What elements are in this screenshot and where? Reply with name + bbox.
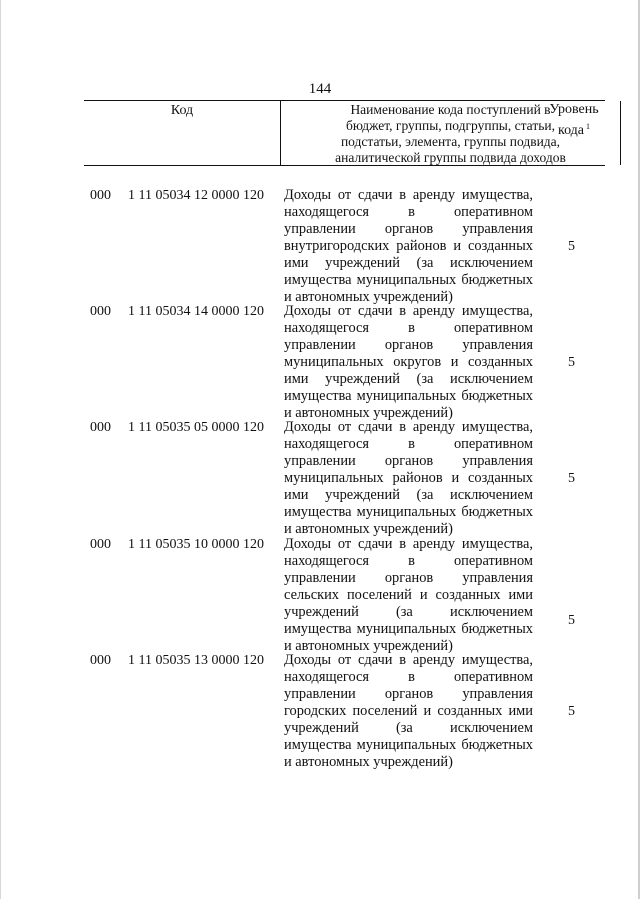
desc-line: муниципальных районов и созданных — [284, 470, 533, 486]
header-name-line: Наименование кода поступлений в — [350, 102, 551, 117]
row-description — [284, 419, 533, 538]
desc-line: управлении органов управления — [284, 570, 533, 586]
page-number: 144 — [308, 81, 332, 97]
row-prefix: 000 — [90, 653, 111, 668]
desc-line: ими учреждений (за исключением — [284, 255, 533, 271]
desc-line: управлении органов управления — [284, 686, 533, 702]
desc-line: ими учреждений (за исключением — [284, 371, 533, 387]
row-level: 5 — [568, 613, 575, 628]
header-level-footnote: 1 — [586, 122, 591, 131]
desc-line: Доходы от сдачи в аренду имущества, — [284, 303, 533, 319]
desc-line: Доходы от сдачи в аренду имущества, — [284, 652, 533, 668]
row-level: 5 — [568, 704, 575, 719]
header-code: Код — [170, 103, 194, 118]
desc-line: городских поселений и созданных ими — [284, 703, 533, 719]
desc-line: муниципальных округов и созданных — [284, 354, 533, 370]
row-code: 1 11 05035 10 0000 120 — [128, 537, 264, 552]
row-prefix: 000 — [90, 304, 111, 319]
row-description — [284, 536, 533, 655]
desc-line: и автономных учреждений) — [284, 521, 453, 537]
row-level: 5 — [568, 239, 575, 254]
desc-line: учреждений (за исключением — [284, 720, 533, 736]
desc-line: имущества муниципальных бюджетных — [284, 737, 533, 753]
row-description — [284, 303, 533, 422]
row-prefix: 000 — [90, 537, 111, 552]
desc-line: и автономных учреждений) — [284, 754, 453, 770]
header-name-line: бюджет, группы, подгруппы, статьи, — [346, 118, 555, 133]
desc-line: ими учреждений (за исключением — [284, 487, 533, 503]
desc-line: Доходы от сдачи в аренду имущества, — [284, 187, 533, 203]
desc-line: и автономных учреждений) — [284, 638, 453, 654]
desc-line: и автономных учреждений) — [284, 289, 453, 305]
desc-line: управлении органов управления — [284, 337, 533, 353]
desc-line: Доходы от сдачи в аренду имущества, — [284, 536, 533, 552]
row-prefix: 000 — [90, 420, 111, 435]
desc-line: учреждений (за исключением — [284, 604, 533, 620]
desc-line: находящегося в оперативном — [284, 436, 533, 452]
desc-line: находящегося в оперативном — [284, 320, 533, 336]
desc-line: управлении органов управления — [284, 221, 533, 237]
desc-line: находящегося в оперативном — [284, 553, 533, 569]
header-level-line2: кода — [557, 123, 585, 138]
desc-line: внутригородских районов и созданных — [284, 238, 533, 254]
header-name-line: аналитической группы подвида доходов — [335, 150, 566, 165]
header-level-line1: Уровень — [549, 102, 599, 117]
desc-line: находящегося в оперативном — [284, 669, 533, 685]
desc-line: имущества муниципальных бюджетных — [284, 388, 533, 404]
row-code: 1 11 05035 13 0000 120 — [128, 653, 264, 668]
desc-line: сельских поселений и созданных ими — [284, 587, 533, 603]
row-prefix: 000 — [90, 188, 111, 203]
row-code: 1 11 05034 12 0000 120 — [128, 188, 264, 203]
desc-line: управлении органов управления — [284, 453, 533, 469]
table-header — [84, 100, 605, 166]
desc-line: находящегося в оперативном — [284, 204, 533, 220]
row-description — [284, 187, 533, 306]
header-level — [540, 101, 608, 139]
header-level-line2-wrap — [540, 118, 608, 139]
desc-line: Доходы от сдачи в аренду имущества, — [284, 419, 533, 435]
row-level: 5 — [568, 355, 575, 370]
desc-line: имущества муниципальных бюджетных — [284, 621, 533, 637]
header-name-line: подстатьи, элемента, группы подвида, — [340, 134, 561, 149]
desc-line: имущества муниципальных бюджетных — [284, 272, 533, 288]
row-level: 5 — [568, 471, 575, 486]
row-code: 1 11 05035 05 0000 120 — [128, 420, 264, 435]
desc-line: и автономных учреждений) — [284, 405, 453, 421]
row-description — [284, 652, 533, 771]
row-code: 1 11 05034 14 0000 120 — [128, 304, 264, 319]
desc-line: имущества муниципальных бюджетных — [284, 504, 533, 520]
